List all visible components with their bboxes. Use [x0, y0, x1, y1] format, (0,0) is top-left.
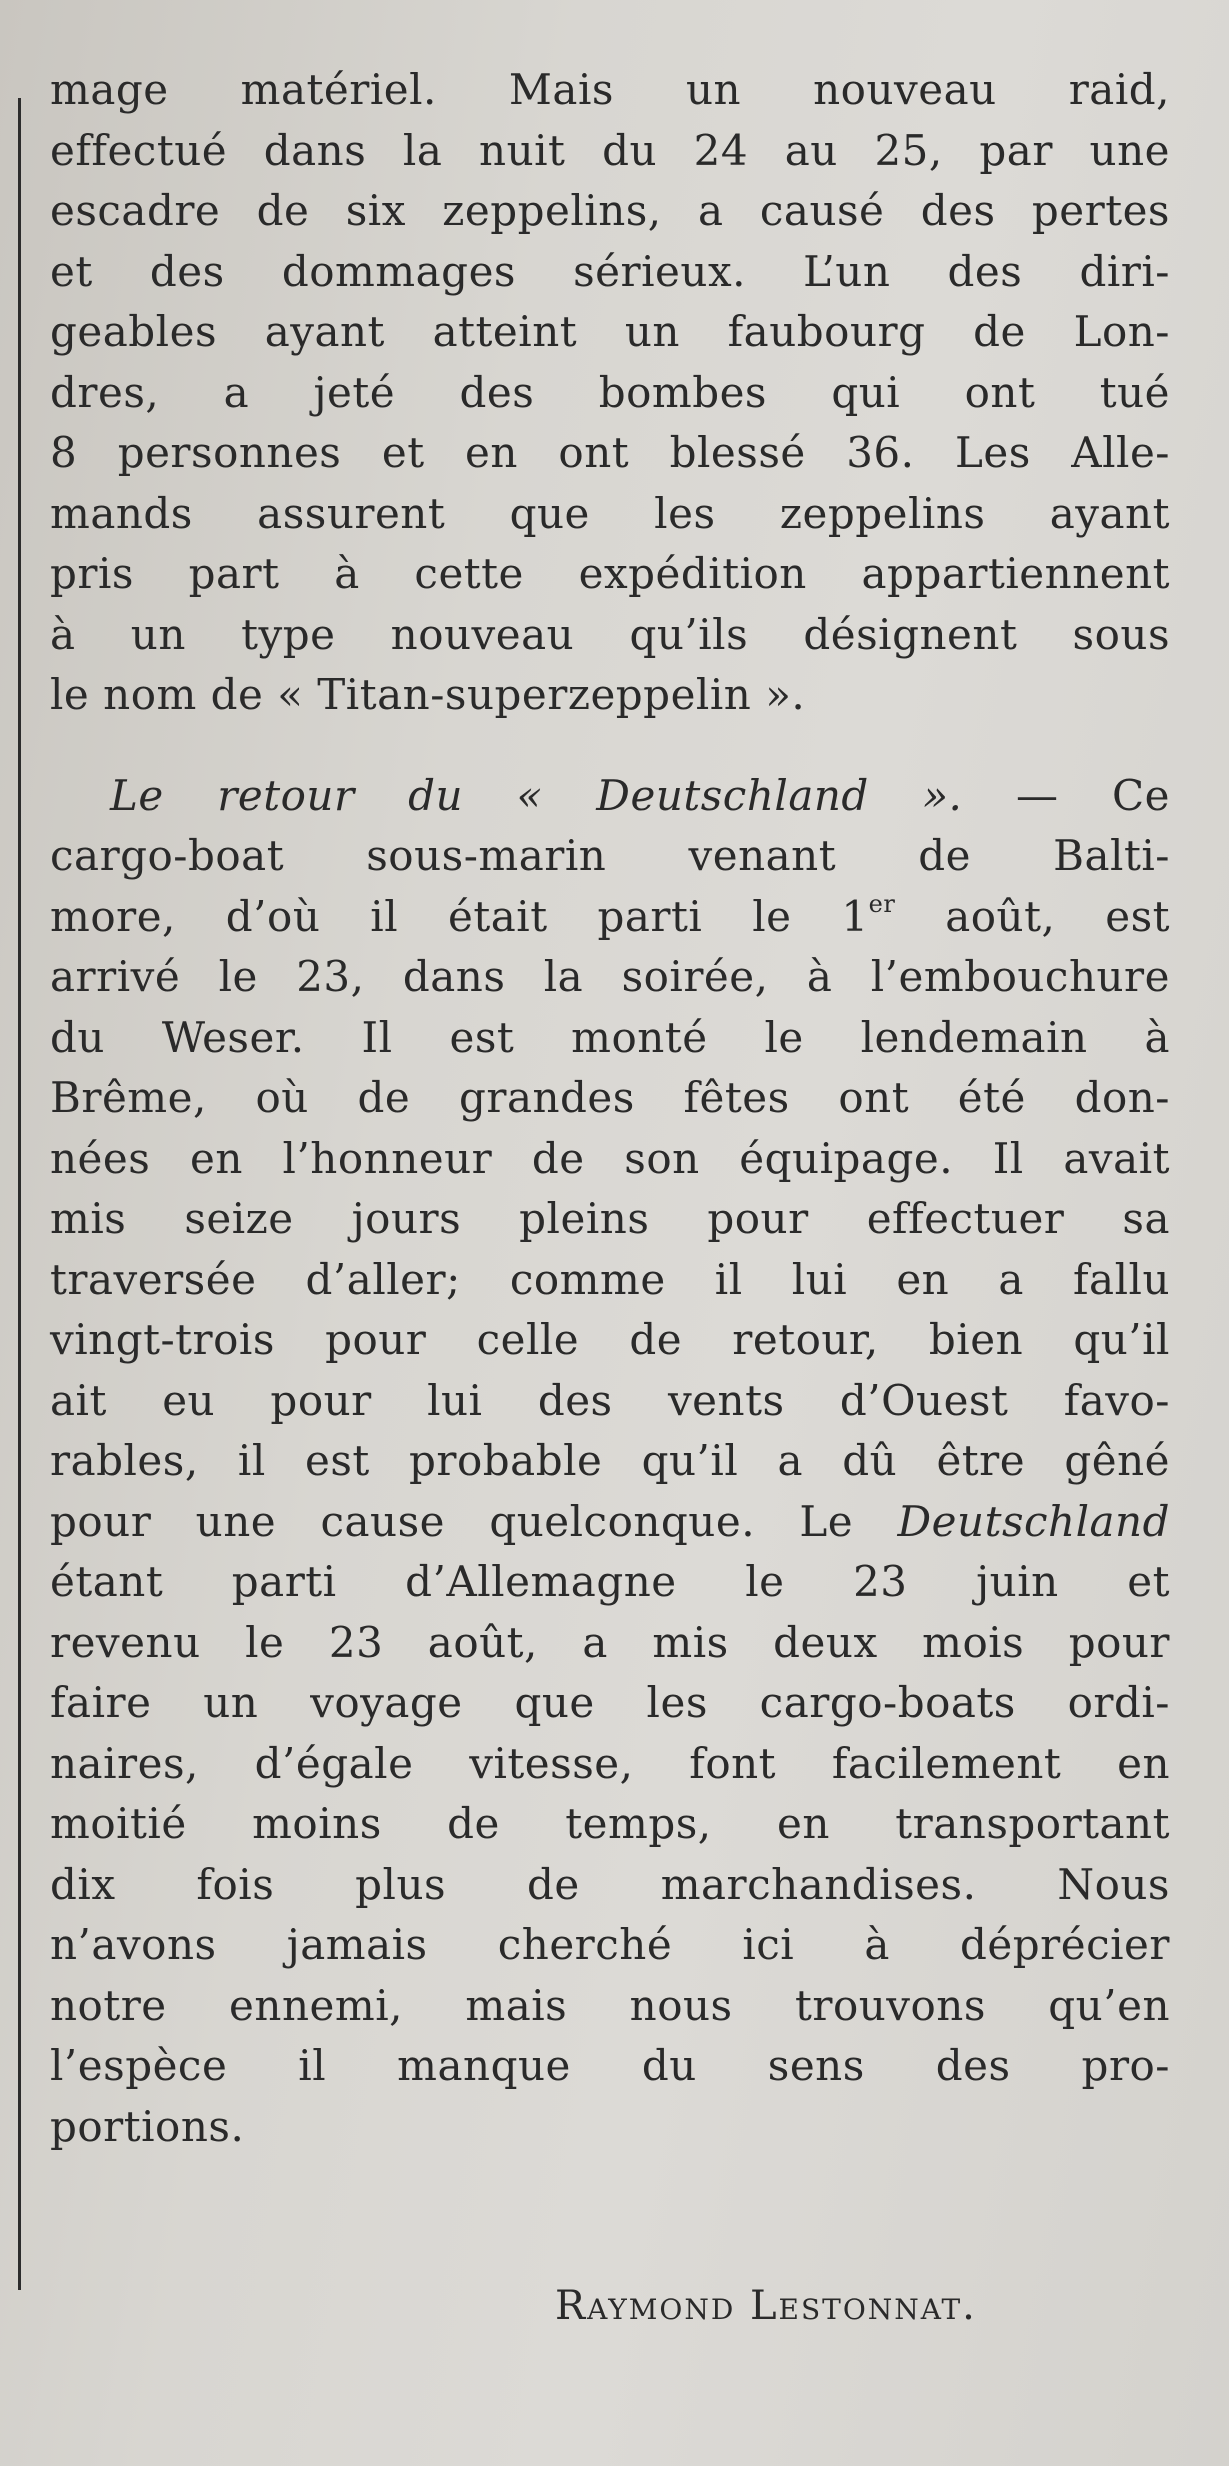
text-line: rables, il est probable qu’il a dû être gêné [50, 1436, 1170, 1485]
text-line: mage matériel. Mais un nouveau raid, [50, 65, 1170, 114]
text-line: étant parti d’Allemagne le 23 juin et [50, 1557, 1170, 1606]
text-line: n’avons jamais cherché ici à déprécier [50, 1920, 1170, 1969]
text-line: à un type nouveau qu’ils désignent sous [50, 609, 1170, 659]
author-signature: Raymond Lestonnat. [555, 2283, 977, 2329]
paragraph-2 [50, 766, 1170, 2158]
text-line: arrivé le 23, dans la soirée, à l’embouchure [50, 952, 1170, 1001]
text-line: traversée d’aller; comme il lui en a fallu [50, 1254, 1170, 1304]
text-fragment: more, d’où il était parti le 1 [50, 891, 869, 941]
text-line: revenu le 23 août, a mis deux mois pour [50, 1617, 1170, 1667]
text-line: du Weser. Il est monté le lendemain à [50, 1012, 1170, 1062]
text-line: et des dommages sérieux. L’un des diri- [50, 246, 1170, 296]
text-line: ait eu pour lui des vents d’Ouest favo- [50, 1375, 1170, 1425]
text-line: naires, d’égale vitesse, font facilement en [50, 1738, 1170, 1788]
ship-name: Deutschland [897, 1496, 1170, 1546]
text-line: 8 personnes et en ont blessé 36. Les Alle- [50, 428, 1170, 477]
text-line: vingt-trois pour celle de retour, bien qu’il [50, 1315, 1170, 1364]
text-line: dix fois plus de marchandises. Nous [50, 1859, 1170, 1909]
text-line: portions. [50, 2101, 245, 2151]
text-line: mis seize jours pleins pour effectuer sa [50, 1194, 1170, 1243]
text-line: effectué dans la nuit du 24 au 25, par une [50, 125, 1170, 175]
section-heading: Le retour du « Deutschland ». [110, 770, 963, 820]
text-line: notre ennemi, mais nous trouvons qu’en [50, 1980, 1170, 2030]
superscript: er [868, 889, 896, 918]
text-line: cargo-boat sous-marin venant de Balti- [50, 831, 1170, 880]
text-line: escadre de six zeppelins, a causé des pertes [50, 186, 1170, 235]
text-line: l’espèce il manque du sens des pro- [50, 2041, 1170, 2090]
paragraph-gap [50, 726, 1170, 766]
text-line [50, 1492, 1170, 1553]
paragraph-1 [50, 60, 1170, 726]
text-line: pris part à cette expédition appartiennent [50, 549, 1170, 598]
text-line: moitié moins de temps, en transportant [50, 1799, 1170, 1848]
text-line: geables ayant atteint un faubourg de Lon- [50, 307, 1170, 356]
text-line: dres, a jeté des bombes qui ont tué [50, 367, 1170, 417]
text-line: Brême, où de grandes fêtes ont été don- [50, 1073, 1170, 1122]
text-line: le nom de « Titan-superzeppelin ». [50, 670, 806, 719]
column-rule [18, 98, 21, 2290]
text-line: nées en l’honneur de son équipage. Il avait [50, 1133, 1170, 1183]
text-line-heading [50, 766, 1170, 827]
text-line [50, 887, 1170, 948]
text-fragment: pour une cause quelconque. Le [50, 1496, 898, 1546]
text-fragment: août, est [895, 891, 1170, 941]
text-line: faire un voyage que les cargo-boats ordi- [50, 1678, 1170, 1727]
text-line: mands assurent que les zeppelins ayant [50, 488, 1170, 538]
article-column [50, 60, 1170, 2157]
heading-rest: — Ce [962, 770, 1170, 820]
